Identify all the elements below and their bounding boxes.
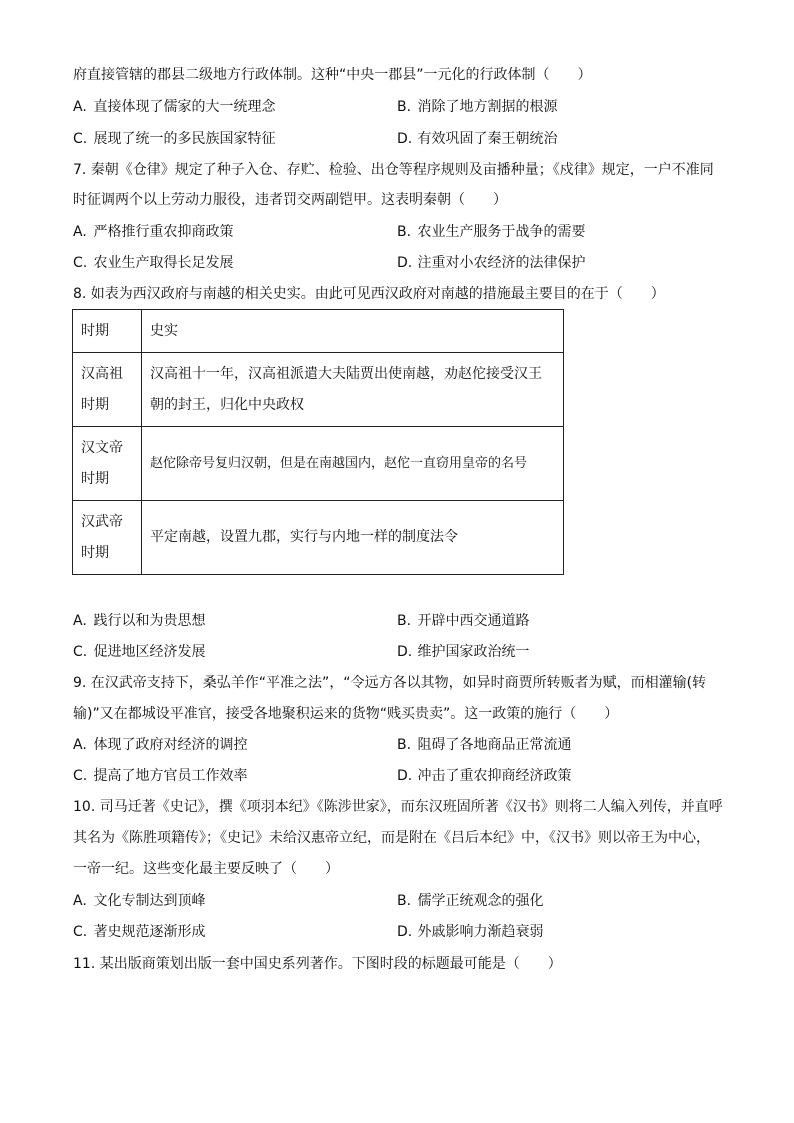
- option-letter: A.: [73, 613, 87, 629]
- option-letter: C.: [73, 644, 88, 660]
- table-row: [73, 427, 564, 501]
- option-letter: D.: [397, 255, 413, 271]
- option-letter: B.: [397, 613, 412, 629]
- q8-stem: 8. 如表为西汉政府与南越的相关史实。由此可见西汉政府对南越的措施最主要目的在于（ ）: [73, 286, 665, 302]
- option-letter: C.: [73, 131, 88, 147]
- q7-option-b: [397, 222, 585, 242]
- option-letter: A.: [73, 737, 87, 753]
- option-text: 严格推行重农抑商政策: [93, 224, 234, 240]
- q9-stem-line2: 输)”又在都城设平准官，接受各地聚积运来的货物“贱买贵卖”。这一政策的施行（ ）: [73, 706, 619, 722]
- option-letter: B.: [397, 893, 412, 909]
- q10-stem-line2: 其名为《陈胜项籍传》；《史记》未给汉惠帝立纪，而是附在《吕后本纪》中，《汉书》则以帝王为中心，: [73, 830, 710, 846]
- q6-option-c: [73, 129, 275, 149]
- option-letter: D.: [397, 644, 413, 660]
- q7-stem-line2: 时征调两个以上劳动力服役，违者罚交两副铠甲。这表明秦朝（ ）: [73, 192, 507, 208]
- history-table: [72, 309, 564, 575]
- q9-option-d: [397, 766, 571, 786]
- table-cell-period: 汉武帝时期: [73, 501, 142, 575]
- option-letter: B.: [397, 737, 412, 753]
- q10-option-a: [73, 891, 205, 911]
- table-cell-fact: 赵佗除帝号复归汉朝，但是在南越国内，赵佗一直窃用皇帝的名号: [142, 427, 564, 501]
- option-text: 阻碍了各地商品正常流通: [417, 737, 572, 753]
- table-cell-fact: 汉高祖十一年，汉高祖派遣大夫陆贾出使南越，劝赵佗接受汉王朝的封王，归化中央政权: [142, 353, 564, 427]
- table-header-period: 时期: [73, 310, 142, 353]
- option-text: 体现了政府对经济的调控: [93, 737, 248, 753]
- option-text: 直接体现了儒家的大一统理念: [93, 99, 276, 115]
- q7-option-d: [397, 253, 585, 273]
- option-text: 促进地区经济发展: [93, 644, 206, 660]
- q8-option-d: [397, 642, 529, 662]
- q9-option-b: [397, 735, 571, 755]
- q7-option-a: [73, 222, 233, 242]
- option-text: 农业生产服务于战争的需要: [417, 224, 586, 240]
- table-cell-fact: 平定南越，设置九郡，实行与内地一样的制度法令: [142, 501, 564, 575]
- option-letter: A.: [73, 224, 87, 240]
- q10-option-c: [73, 922, 205, 942]
- option-text: 展现了统一的多民族国家特征: [93, 131, 276, 147]
- option-text: 儒学正统观念的强化: [417, 893, 544, 909]
- option-text: 冲击了重农抑商经济政策: [417, 768, 572, 784]
- q7-option-c: [73, 253, 233, 273]
- q11-stem: 11. 某出版商策划出版一套中国史系列著作。下图时段的标题最可能是（ ）: [73, 956, 562, 972]
- q10-stem-line1: 10. 司马迁著《史记》，撰《项羽本纪》《陈涉世家》，而东汉班固所著《汉书》则将二人编入列传，并直呼: [73, 799, 723, 815]
- option-text: 践行以和为贵思想: [93, 613, 206, 629]
- option-text: 开辟中西交通道路: [417, 613, 530, 629]
- option-text: 有效巩固了秦王朝统治: [417, 131, 558, 147]
- q6-option-a: [73, 97, 275, 117]
- table-header-row: [73, 310, 564, 353]
- q9-option-a: [73, 735, 247, 755]
- option-letter: B.: [397, 224, 412, 240]
- option-text: 提高了地方官员工作效率: [93, 768, 248, 784]
- option-letter: C.: [73, 255, 88, 271]
- option-text: 维护国家政治统一: [417, 644, 530, 660]
- table-cell-period: 汉文帝时期: [73, 427, 142, 501]
- option-letter: D.: [397, 131, 413, 147]
- option-letter: C.: [73, 768, 88, 784]
- option-text: 文化专制达到顶峰: [93, 893, 206, 909]
- q10-stem-line3: 一帝一纪。这些变化最主要反映了（ ）: [73, 861, 339, 877]
- option-text: 著史规范逐渐形成: [93, 924, 206, 940]
- q8-option-a: [73, 611, 205, 631]
- option-letter: B.: [397, 99, 412, 115]
- q6-stem: 府直接管辖的郡县二级地方行政体制。这种“中央一郡县”一元化的行政体制（ ）: [73, 67, 592, 83]
- q10-option-d: [397, 922, 543, 942]
- table-header-fact: 史实: [142, 310, 564, 353]
- table-row: [73, 353, 564, 427]
- q9-option-c: [73, 766, 247, 786]
- option-text: 消除了地方割据的根源: [417, 99, 558, 115]
- q7-stem-line1: 7. 秦朝《仓律》规定了种子入仓、存贮、检验、出仓等程序规则及亩播种量；《戍律》规定，一户不准同: [73, 162, 714, 178]
- q6-option-b: [397, 97, 557, 117]
- option-text: 外戚影响力渐趋衰弱: [417, 924, 544, 940]
- table-cell-period: 汉高祖时期: [73, 353, 142, 427]
- option-letter: D.: [397, 768, 413, 784]
- option-letter: A.: [73, 99, 87, 115]
- q8-option-c: [73, 642, 205, 662]
- q6-option-d: [397, 129, 557, 149]
- option-letter: C.: [73, 924, 88, 940]
- option-text: 注重对小农经济的法律保护: [417, 255, 586, 271]
- option-letter: A.: [73, 893, 87, 909]
- table-row: [73, 501, 564, 575]
- q9-stem-line1: 9. 在汉武帝支持下，桑弘羊作“平准之法”，“令远方各以其物，如异时商贾所转贩者为赋，而相灌输(转: [73, 675, 707, 691]
- option-letter: D.: [397, 924, 413, 940]
- option-text: 农业生产取得长足发展: [93, 255, 234, 271]
- q8-option-b: [397, 611, 529, 631]
- q10-option-b: [397, 891, 543, 911]
